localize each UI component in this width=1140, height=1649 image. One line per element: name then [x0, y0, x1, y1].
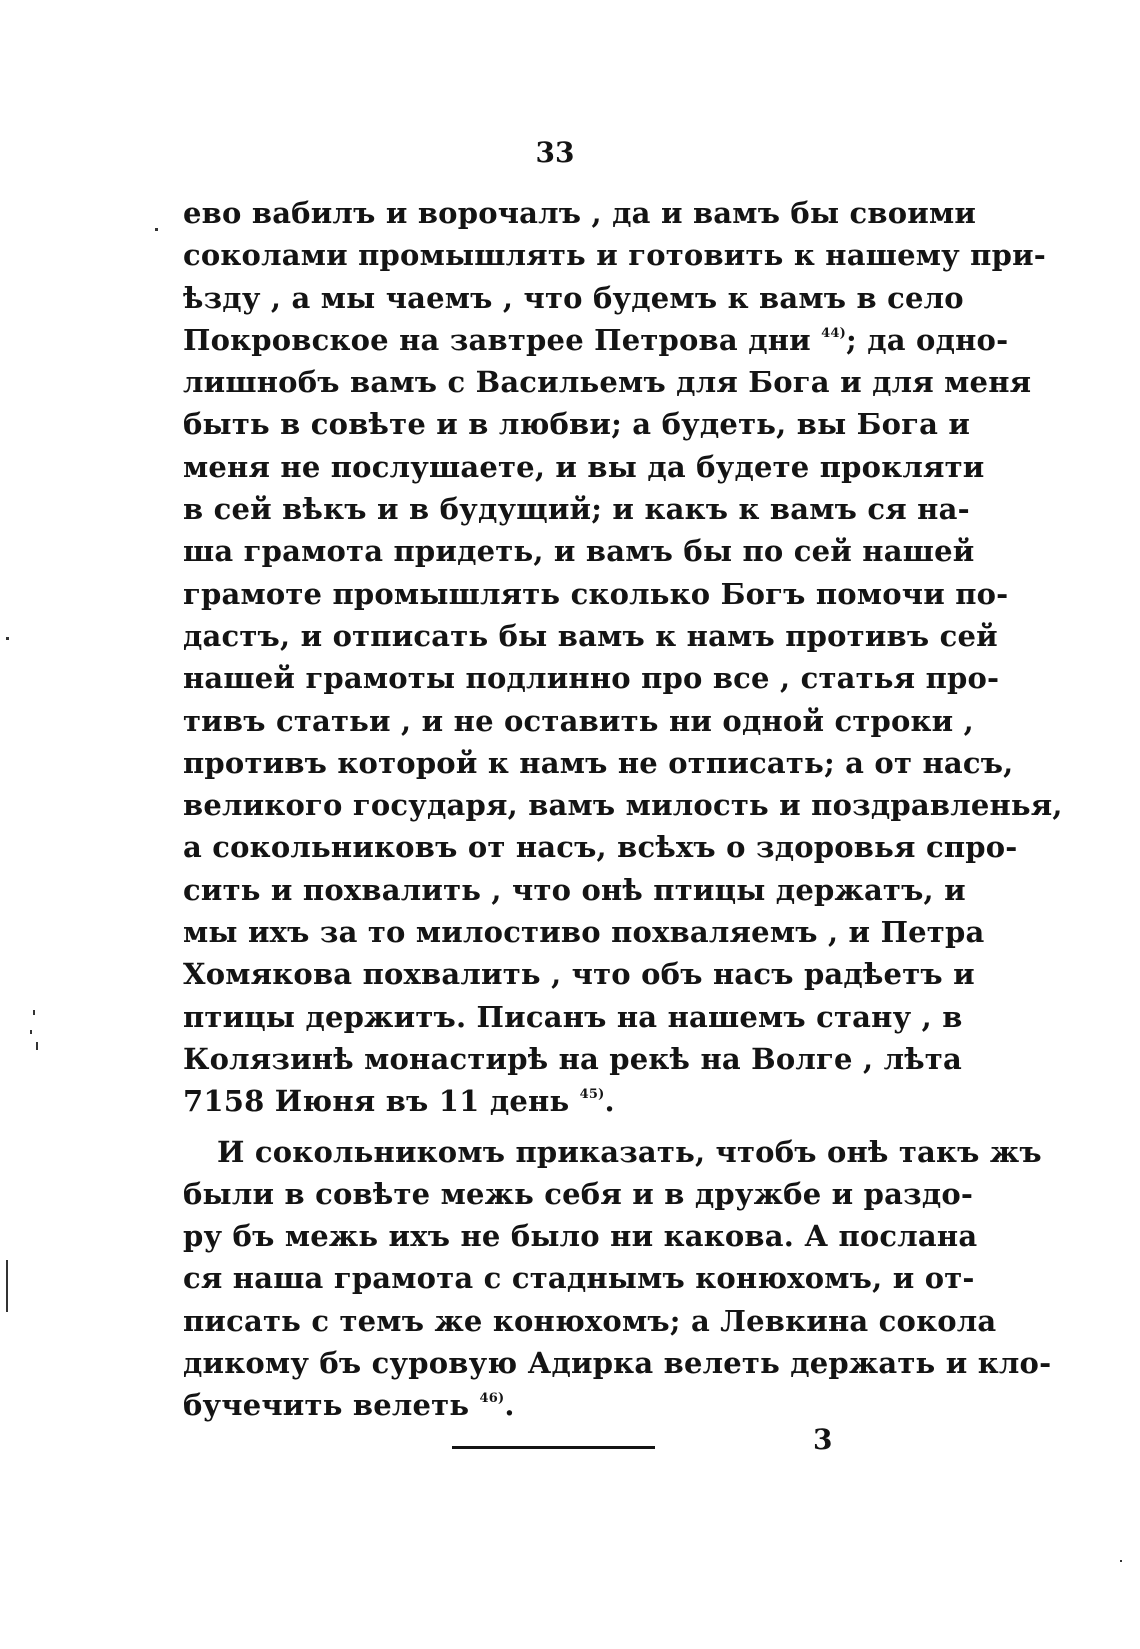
text-line: писать с темъ же конюхомъ; а Левкина сокола: [183, 1303, 997, 1338]
text-line: тивъ статьи , и не оставить ни одной строки ,: [183, 703, 974, 738]
text-line: соколами промышлять и готовить к нашему при-: [183, 238, 1047, 273]
scan-speck: [6, 1260, 8, 1312]
footnote-marker: 46): [479, 1391, 505, 1407]
signature-mark: 3: [813, 1423, 833, 1456]
text-line: дастъ, и отписать бы вамъ к намъ противъ сей: [183, 618, 998, 653]
footnote-marker: 45): [579, 1087, 605, 1103]
text-line: ру бъ межь ихъ не было ни какова. А послана: [183, 1219, 978, 1254]
text-line: а сокольниковъ от насъ, всѣхъ о здоровья спро-: [183, 830, 1018, 865]
text-line: быть в совѣте и в любви; а будеть, вы Бога и: [183, 407, 971, 442]
text-line: в сей вѣкъ и в будущий; и какъ к вамъ ся на-: [183, 492, 970, 527]
text-line: великого государя, вамъ милость и поздравленья,: [183, 788, 1063, 823]
paragraph-gap: [183, 1123, 928, 1131]
line-text: бучечить велеть: [183, 1388, 470, 1423]
text-line: нашей грамоты подлинно про все , статья про-: [183, 661, 1000, 696]
scan-speck: [1120, 1560, 1122, 1562]
footnote-marker: 44): [821, 325, 847, 341]
footer-rule: [452, 1446, 655, 1449]
text-line: ся наша грамота с стаднымъ конюхомъ, и от-: [183, 1261, 975, 1296]
text-line: были в совѣте межь себя и в дружбе и раздо-: [183, 1176, 974, 1211]
text-line: птицы держитъ. Писанъ на нашемъ стану , в: [183, 999, 963, 1034]
scan-speck: [36, 1042, 38, 1050]
text-line: дикому бъ суровую Адирка велеть держать и кло-: [183, 1346, 1052, 1381]
line-text-after: .: [604, 1084, 615, 1119]
body-text: [183, 192, 1063, 1427]
text-line: ша грамота придеть, и вамъ бы по сей нашей: [183, 534, 975, 569]
text-line: [183, 1384, 928, 1426]
text-line: Хомякова похвалить , что объ насъ радѣетъ и: [183, 957, 975, 992]
text-line: И сокольникомъ приказать, чтобъ онѣ такъ жъ: [217, 1134, 1042, 1169]
text-line: ево вабилъ и ворочалъ , да и вамъ бы своими: [183, 196, 977, 230]
text-line: Колязинѣ монастирѣ на рекѣ на Волге , лѣта: [183, 1041, 962, 1076]
text-line: [183, 319, 1009, 361]
line-text-after: .: [504, 1388, 515, 1423]
text-line: [183, 1080, 928, 1122]
scan-speck: [6, 637, 9, 640]
text-line: ѣзду , а мы чаемъ , что будемъ к вамъ в село: [183, 280, 964, 315]
text-line: сить и похвалить , что онѣ птицы держатъ, и: [183, 872, 966, 907]
text-line: мы ихъ за то милостиво похваляемъ , и Петра: [183, 915, 985, 950]
text-line: лишнобъ вамъ с Васильемъ для Бога и для меня: [183, 365, 1032, 400]
text-line: грамоте промышлять сколько Богъ помочи по-: [183, 576, 1009, 611]
page-number: 33: [535, 136, 575, 169]
text-line: меня не послушаете, и вы да будете прокляти: [183, 449, 985, 484]
line-text: Покровское на завтрее Петрова дни: [183, 322, 811, 357]
scan-speck: [33, 1010, 35, 1015]
scan-speck: [30, 1030, 32, 1034]
scan-speck: [155, 228, 158, 231]
line-text-after: ; да одно-: [846, 322, 1009, 357]
line-text: 7158 Июня въ 11 день: [183, 1084, 570, 1119]
text-line: противъ которой к намъ не отписать; а от насъ,: [183, 745, 1014, 780]
